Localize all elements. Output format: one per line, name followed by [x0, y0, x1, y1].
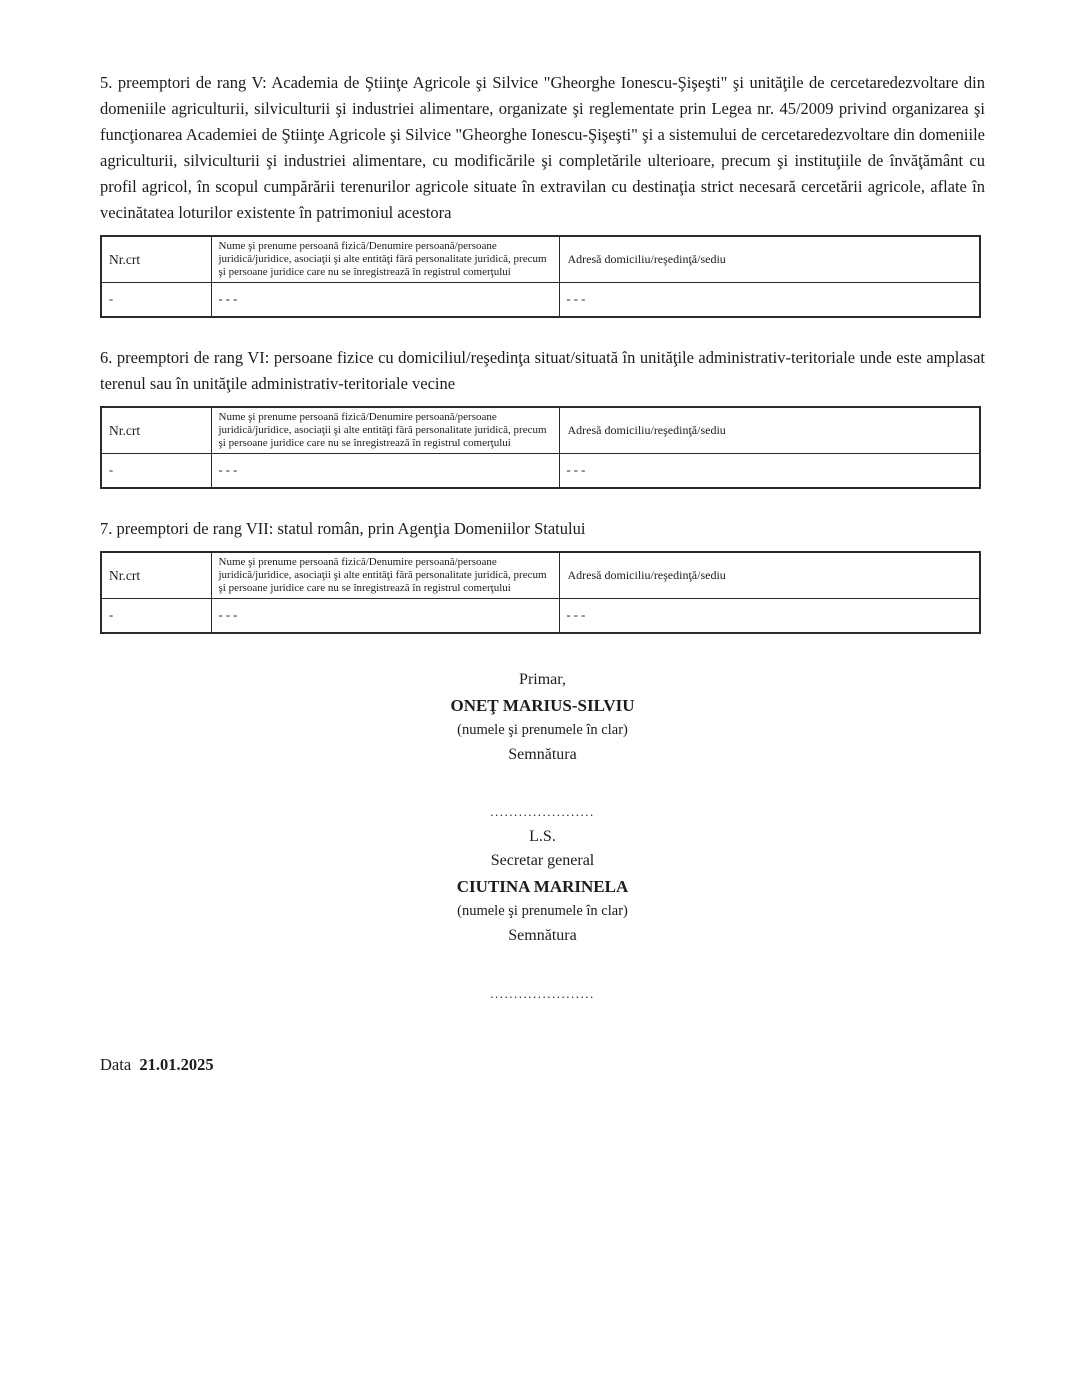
mayor-title: Primar, — [519, 671, 566, 688]
preemptor-table-rang-vi — [100, 406, 981, 489]
header-nr-crt: Nr.crt — [101, 236, 211, 283]
header-name: Nume şi prenume persoană fizică/Denumire persoană/persoane juridică/juridice, asociaţii şi alte entităţi fără personalitate juridică, precum şi persoane juridice care nu se înregistrează în registrul comerţului — [211, 407, 559, 454]
mayor-name: ONEŢ MARIUS-SILVIU — [450, 695, 635, 715]
signature-block — [100, 668, 985, 1002]
date-line — [100, 1055, 985, 1075]
mayor-name-note: (numele şi prenumele în clar) — [457, 721, 628, 738]
secretary-name-note: (numele şi prenumele în clar) — [457, 902, 628, 919]
header-nr-crt: Nr.crt — [101, 407, 211, 454]
cell-name: - - - — [211, 599, 559, 634]
header-address: Adresă domiciliu/reşedinţă/sediu — [559, 236, 980, 283]
date-value: 21.01.2025 — [139, 1054, 214, 1074]
table-row — [101, 454, 980, 489]
document-page — [100, 70, 985, 1075]
secretary-name: CIUTINA MARINELA — [456, 876, 629, 896]
cell-address: - - - — [559, 283, 980, 318]
paragraph-rang-vi: 6. preemptori de rang VI: persoane fizice cu domiciliul/reşedinţa situat/situată în unităţile administrativ-teritoriale unde este amplasat terenul sau în unităţile administrativ-teritoriale vecine — [100, 348, 985, 393]
paragraph-rang-vii: 7. preemptori de rang VII: statul român, prin Agenţia Domeniilor Statului — [100, 519, 586, 538]
cell-name: - - - — [211, 454, 559, 489]
header-nr-crt: Nr.crt — [101, 552, 211, 599]
secretary-signature-label: Semnătura — [508, 927, 577, 944]
cell-address: - - - — [559, 599, 980, 634]
table-header-row — [101, 236, 980, 283]
header-address: Adresă domiciliu/reşedinţă/sediu — [559, 552, 980, 599]
header-name: Nume şi prenume persoană fizică/Denumire persoană/persoane juridică/juridice, asociaţii şi alte entităţi fără personalitate juridică, precum şi persoane juridice care nu se înregistrează în registrul comerţului — [211, 552, 559, 599]
paragraph-rang-v: 5. preemptori de rang V: Academia de Ştiinţe Agricole şi Silvice "Gheorghe Ionescu-Şişeşti" şi unităţile de cercetaredezvoltare din domeniile agriculturii, silviculturii şi industriei alimentare, organizate şi reglementate prin Legea nr. 45/2009 privind organizarea şi funcţionarea Academiei de Ştiinţe Agricole şi Silvice "Gheorghe Ionescu-Şişeşti" şi a sistemului de cercetaredezvoltare din domeniile agriculturii, silviculturii şi industriei alimentare, cu modificările şi completările ulterioare, precum şi instituţiile de învăţământ cu profil agricol, în scopul cumpărării terenurilor agricole situate în extravilan cu destinaţia strict necesară cercetării agricole, aflate în vecinătatea loturilor existente în patrimoniul acestora — [100, 73, 985, 222]
cell-nr: - — [101, 599, 211, 634]
cell-name: - - - — [211, 283, 559, 318]
table-header-row — [101, 407, 980, 454]
header-name: Nume şi prenume persoană fizică/Denumire persoană/persoane juridică/juridice, asociaţii şi alte entităţi fără personalitate juridică, precum şi persoane juridice care nu se înregistrează în registrul comerţului — [211, 236, 559, 283]
table-header-row — [101, 552, 980, 599]
header-address: Adresă domiciliu/reşedinţă/sediu — [559, 407, 980, 454]
seal-label: L.S. — [529, 827, 556, 845]
mayor-signature-dots: ...................... — [490, 803, 595, 819]
table-row — [101, 283, 980, 318]
cell-nr: - — [101, 283, 211, 318]
preemptor-table-rang-v — [100, 235, 981, 318]
secretary-title: Secretar general — [490, 852, 595, 869]
date-label: Data — [100, 1054, 132, 1074]
mayor-signature-label: Semnătura — [508, 746, 577, 763]
table-row — [101, 599, 980, 634]
cell-nr: - — [101, 454, 211, 489]
secretary-signature-dots: ...................... — [490, 985, 595, 1001]
preemptor-table-rang-vii — [100, 551, 981, 634]
cell-address: - - - — [559, 454, 980, 489]
